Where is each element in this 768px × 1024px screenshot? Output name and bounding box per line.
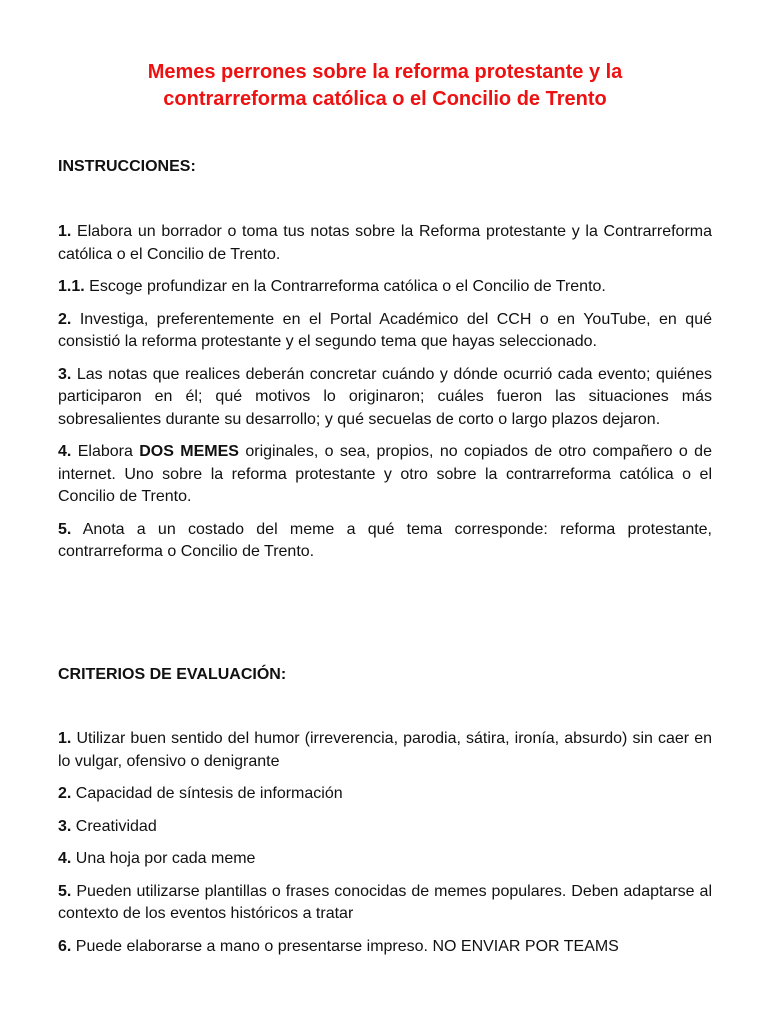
instructions-heading: INSTRUCCIONES: (58, 158, 196, 175)
instruction-item (58, 364, 712, 432)
criteria-item (58, 783, 712, 806)
item-number: 1. (58, 730, 72, 747)
item-text: Elabora un borrador o toma tus notas sobre la Reforma protestante y la Contrarreforma católica o el Concilio de Trento. (58, 223, 712, 263)
instruction-item (58, 441, 712, 509)
item-text: Anota a un costado del meme a qué tema corresponde: reforma protestante, contrarreforma o Concilio de Trento. (58, 520, 712, 560)
instructions-list (58, 221, 712, 574)
item-text-after: originales, o sea, propios, no copiados de otro compañero o de internet. Uno sobre la reforma protestante y otro sobre la contrarreforma católica o el Concilio de Trento. (58, 443, 712, 505)
item-number: 3. (58, 365, 72, 383)
item-number: 1. (58, 223, 72, 240)
item-number: 4. (58, 850, 72, 867)
document-title (58, 59, 712, 113)
item-number: 3. (58, 817, 72, 835)
item-text: Pueden utilizarse plantillas o frases conocidas de memes populares. Deben adaptarse al contexto de los eventos históricos a tratar (58, 882, 713, 922)
item-text: Escoge profundizar en la Contrarreforma católica o el Concilio de Trento. (89, 278, 606, 295)
instruction-item (58, 221, 712, 266)
criteria-item (58, 881, 712, 926)
item-text: Las notas que realices deberán concretar cuándo y dónde ocurrió cada evento; quiénes participaron en él; qué motivos lo originaron; cuáles fueron las situaciones más sobresalientes durante su desarrollo; y qué secuelas de corto o largo plazos dejaron. (58, 365, 713, 428)
criteria-item (58, 816, 712, 839)
criteria-item (58, 848, 712, 871)
document-page (58, 0, 712, 1024)
title-line-2: contrarreforma católica o el Concilio de Trento (163, 88, 607, 110)
instruction-item (58, 309, 712, 354)
criteria-list (58, 728, 712, 968)
item-text: Utilizar buen sentido del humor (irreverencia, parodia, sátira, ironía, absurdo) sin caer en lo vulgar, ofensivo o denigrante (58, 730, 712, 770)
item-text: Capacidad de síntesis de información (75, 785, 343, 802)
item-text-before: Elabora (77, 443, 133, 460)
item-text: Una hoja por cada meme (75, 850, 256, 867)
item-number: 1.1. (58, 278, 85, 295)
item-number: 6. (58, 937, 72, 955)
item-text-emphasis: DOS MEMES (139, 443, 239, 460)
title-line-1: Memes perrones sobre la reforma protestante y la (147, 61, 623, 83)
criteria-heading: CRITERIOS DE EVALUACIÓN: (58, 666, 287, 683)
item-number: 4. (58, 443, 72, 460)
instruction-item (58, 276, 712, 299)
item-text: Puede elaborarse a mano o presentarse impreso. NO ENVIAR POR TEAMS (75, 937, 619, 955)
criteria-item (58, 936, 712, 959)
criteria-item (58, 728, 712, 773)
item-number: 2. (58, 785, 72, 802)
instruction-item (58, 519, 712, 564)
item-number: 2. (58, 310, 72, 328)
item-text: Investiga, preferentemente en el Portal Académico del CCH o en YouTube, en qué consistió la reforma protestante y el segundo tema que hayas seleccionado. (58, 310, 712, 350)
item-text: Creatividad (75, 817, 157, 835)
item-number: 5. (58, 520, 72, 538)
item-number: 5. (58, 882, 72, 900)
